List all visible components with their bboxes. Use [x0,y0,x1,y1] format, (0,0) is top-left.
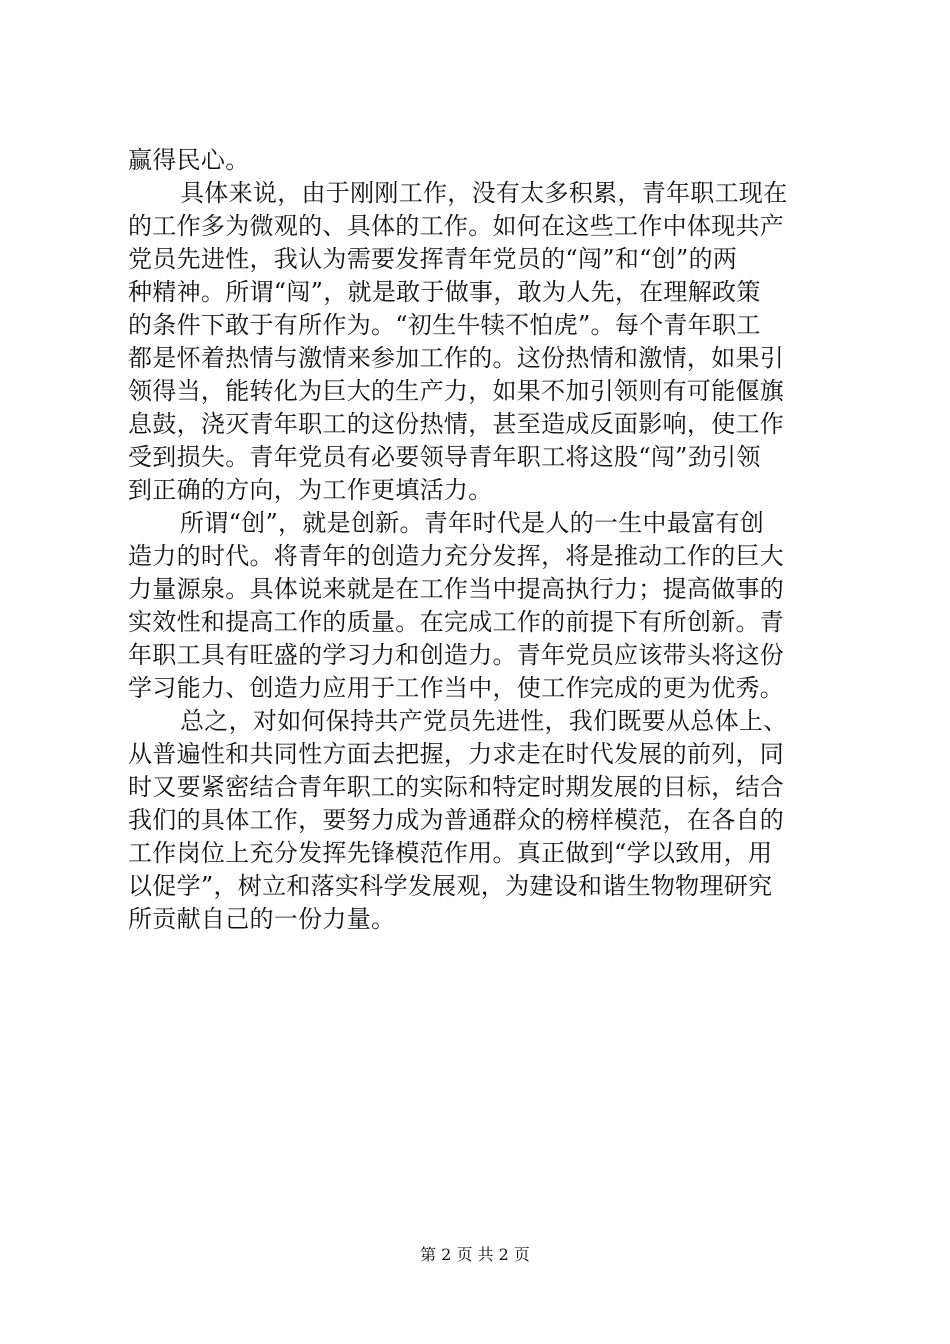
text-line: 实效性和提高工作的质量。在完成工作的前提下有所创新。青 [128,608,785,636]
text-line: 时又要紧密结合青年职工的实际和特定时期发展的目标，结合 [128,773,785,801]
paragraph-first-line: 具体来说，由于刚刚工作，没有太多积累，青年职工现在 [180,179,788,207]
text-line: 所贡献自己的一份力量。 [128,905,396,933]
text-line: 从普遍性和共同性方面去把握，力求走在时代发展的前列，同 [128,740,785,768]
text-line: 的条件下敢于有所作为。“初生牛犊不怕虎”。每个青年职工 [128,311,761,339]
text-line: 力量源泉。具体说来就是在工作当中提高执行力；提高做事的 [128,575,785,603]
text-line: 学习能力、创造力应用于工作当中，使工作完成的更为优秀。 [128,674,785,702]
body-text [128,144,828,936]
text-line: 的工作多为微观的、具体的工作。如何在这些工作中体现共产 [128,212,785,240]
text-line: 党员先进性，我认为需要发挥青年党员的“闯”和“创”的两 [128,245,738,273]
text-line: 年职工具有旺盛的学习力和创造力。青年党员应该带头将这份 [128,641,785,669]
text-line: 受到损失。青年党员有必要领导青年职工将这股“闯”劲引领 [128,443,761,471]
paragraph-first-line: 总之，对如何保持共产党员先进性，我们既要从总体上、 [180,707,788,735]
text-line: 领得当，能转化为巨大的生产力，如果不加引领则有可能偃旗 [128,377,785,405]
text-line: 种精神。所谓“闯”，就是敢于做事，敢为人先，在理解政策 [128,278,761,306]
page-number-footer: 第 2 页 共 2 页 [420,1245,530,1264]
text-line: 赢得民心。 [128,146,250,174]
text-line: 都是怀着热情与激情来参加工作的。这份热情和激情，如果引 [128,344,785,372]
text-line: 工作岗位上充分发挥先锋模范作用。真正做到“学以致用，用 [128,839,773,867]
text-line: 造力的时代。将青年的创造力充分发挥，将是推动工作的巨大 [128,542,785,570]
text-line: 到正确的方向，为工作更填活力。 [128,476,493,504]
paragraph-first-line: 所谓“创”，就是创新。青年时代是人的一生中最富有创 [180,509,765,537]
text-line: 息鼓，浇灭青年职工的这份热情，甚至造成反面影响，使工作 [128,410,785,438]
text-line: 我们的具体工作，要努力成为普通群众的榜样模范，在各自的 [128,806,785,834]
text-line: 以促学”，树立和落实科学发展观，为建设和谐生物物理研究 [128,872,773,900]
